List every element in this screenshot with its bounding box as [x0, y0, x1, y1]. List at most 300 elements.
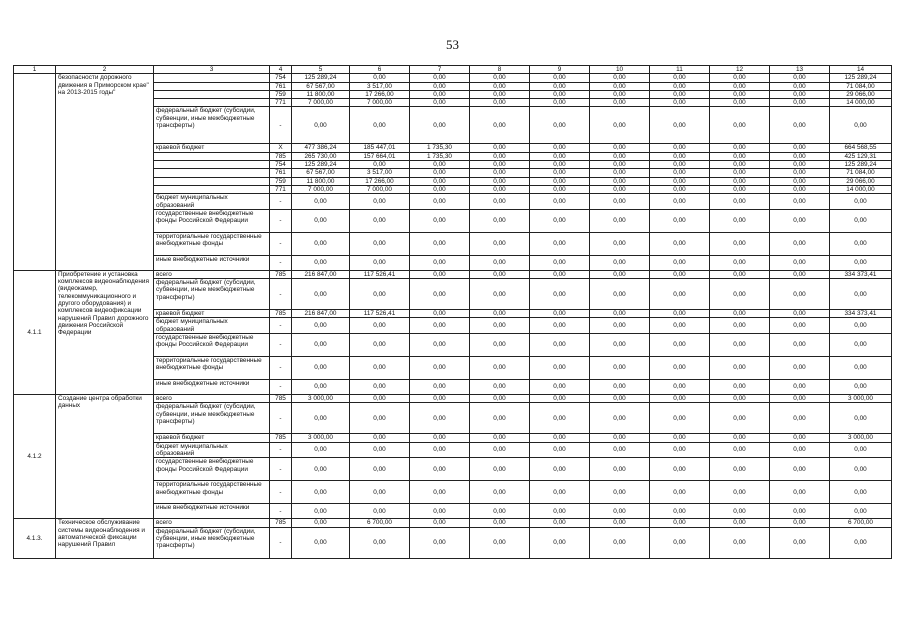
- amount-cell: 664 568,55: [830, 144, 892, 152]
- amount-cell: 0,00: [590, 481, 650, 504]
- amount-cell: 0,00: [710, 270, 770, 278]
- amount-cell: 0,00: [350, 334, 410, 357]
- amount-cell: 0,00: [350, 209, 410, 232]
- amount-cell: 0,00: [350, 527, 410, 558]
- amount-cell: 0,00: [710, 82, 770, 90]
- column-number: 14: [830, 66, 892, 74]
- amount-cell: 0,00: [650, 232, 710, 255]
- amount-cell: 125 289,24: [830, 74, 892, 82]
- amount-cell: 14 000,00: [830, 99, 892, 107]
- funding-source: [154, 74, 270, 82]
- amount-cell: 334 373,41: [830, 270, 892, 278]
- amount-cell: 0,00: [710, 255, 770, 270]
- amount-cell: 29 066,00: [830, 90, 892, 98]
- amount-cell: 0,00: [590, 458, 650, 481]
- amount-cell: 14 000,00: [830, 185, 892, 193]
- amount-cell: 1 735,30: [410, 152, 470, 160]
- amount-cell: 0,00: [350, 232, 410, 255]
- amount-cell: 0,00: [770, 527, 830, 558]
- column-number: 5: [292, 66, 350, 74]
- amount-cell: 0,00: [710, 395, 770, 403]
- amount-cell: 0,00: [770, 185, 830, 193]
- amount-cell: 0,00: [530, 107, 590, 144]
- amount-cell: 0,00: [292, 334, 350, 357]
- funding-source: иные внебюджетные источники: [154, 504, 270, 519]
- amount-cell: 6 700,00: [350, 519, 410, 527]
- amount-cell: 71 084,00: [830, 82, 892, 90]
- amount-cell: 6 700,00: [830, 519, 892, 527]
- amount-cell: 0,00: [650, 458, 710, 481]
- amount-cell: 0,00: [830, 318, 892, 334]
- amount-cell: 0,00: [770, 232, 830, 255]
- amount-cell: 0,00: [410, 270, 470, 278]
- budget-code: -: [270, 107, 292, 144]
- amount-cell: 0,00: [590, 169, 650, 177]
- amount-cell: 0,00: [530, 334, 590, 357]
- measure-code: 4.1.1: [14, 270, 56, 394]
- column-number: 13: [770, 66, 830, 74]
- amount-cell: 0,00: [410, 232, 470, 255]
- amount-cell: 0,00: [770, 107, 830, 144]
- amount-cell: 0,00: [470, 185, 530, 193]
- amount-cell: 0,00: [770, 169, 830, 177]
- amount-cell: 0,00: [530, 458, 590, 481]
- amount-cell: 0,00: [470, 209, 530, 232]
- amount-cell: 0,00: [770, 177, 830, 185]
- header-row: [14, 66, 892, 74]
- amount-cell: 0,00: [770, 270, 830, 278]
- amount-cell: 0,00: [470, 232, 530, 255]
- amount-cell: 0,00: [292, 527, 350, 558]
- amount-cell: 0,00: [350, 481, 410, 504]
- table-row: [14, 519, 892, 527]
- amount-cell: 0,00: [292, 279, 350, 310]
- amount-cell: 11 800,00: [292, 90, 350, 98]
- measure-description: Техническое обслуживание системы видеонаблюдения и автоматической фиксации нарушений Правил: [56, 519, 154, 558]
- measure-code: [14, 74, 56, 271]
- budget-code: -: [270, 527, 292, 558]
- column-number: 11: [650, 66, 710, 74]
- amount-cell: 0,00: [410, 90, 470, 98]
- funding-source: [154, 82, 270, 90]
- amount-cell: 0,00: [590, 334, 650, 357]
- amount-cell: 0,00: [410, 169, 470, 177]
- amount-cell: 0,00: [770, 279, 830, 310]
- amount-cell: 0,00: [590, 74, 650, 82]
- budget-code: -: [270, 357, 292, 380]
- measure-code: 4.1.3.: [14, 519, 56, 558]
- amount-cell: 0,00: [530, 185, 590, 193]
- amount-cell: 0,00: [710, 357, 770, 380]
- amount-cell: 0,00: [350, 74, 410, 82]
- amount-cell: 0,00: [410, 357, 470, 380]
- amount-cell: 0,00: [410, 403, 470, 434]
- amount-cell: 0,00: [590, 107, 650, 144]
- amount-cell: 0,00: [470, 161, 530, 169]
- budget-code: 785: [270, 310, 292, 318]
- amount-cell: 0,00: [590, 161, 650, 169]
- amount-cell: 0,00: [470, 144, 530, 152]
- column-number: 10: [590, 66, 650, 74]
- amount-cell: 0,00: [650, 185, 710, 193]
- amount-cell: 0,00: [410, 318, 470, 334]
- amount-cell: 7 000,00: [292, 185, 350, 193]
- amount-cell: 0,00: [710, 74, 770, 82]
- amount-cell: 0,00: [590, 318, 650, 334]
- amount-cell: 0,00: [530, 434, 590, 442]
- amount-cell: 157 664,01: [350, 152, 410, 160]
- amount-cell: 0,00: [470, 255, 530, 270]
- budget-code: 771: [270, 185, 292, 193]
- amount-cell: 0,00: [350, 442, 410, 458]
- amount-cell: 0,00: [770, 161, 830, 169]
- funding-source: федеральный бюджет (субсидии, субвенции, иные межбюджетные трансферты): [154, 279, 270, 310]
- amount-cell: 0,00: [530, 504, 590, 519]
- amount-cell: 0,00: [530, 270, 590, 278]
- amount-cell: 3 517,00: [350, 169, 410, 177]
- amount-cell: 3 000,00: [292, 434, 350, 442]
- budget-code: 761: [270, 169, 292, 177]
- amount-cell: 0,00: [470, 74, 530, 82]
- amount-cell: 0,00: [710, 458, 770, 481]
- amount-cell: 0,00: [590, 527, 650, 558]
- amount-cell: 0,00: [470, 442, 530, 458]
- amount-cell: 11 800,00: [292, 177, 350, 185]
- amount-cell: 3 000,00: [292, 395, 350, 403]
- amount-cell: 0,00: [350, 107, 410, 144]
- amount-cell: 0,00: [350, 357, 410, 380]
- amount-cell: 0,00: [470, 403, 530, 434]
- amount-cell: 425 129,31: [830, 152, 892, 160]
- amount-cell: 0,00: [650, 279, 710, 310]
- amount-cell: 0,00: [530, 194, 590, 210]
- funding-source: государственные внебюджетные фонды Российской Федерации: [154, 334, 270, 357]
- amount-cell: 0,00: [292, 209, 350, 232]
- funding-source: бюджет муниципальных образований: [154, 442, 270, 458]
- amount-cell: 0,00: [470, 194, 530, 210]
- amount-cell: 0,00: [710, 232, 770, 255]
- amount-cell: 0,00: [590, 442, 650, 458]
- amount-cell: 0,00: [530, 177, 590, 185]
- funding-source: государственные внебюджетные фонды Российской Федерации: [154, 458, 270, 481]
- budget-code: 785: [270, 434, 292, 442]
- amount-cell: 0,00: [770, 99, 830, 107]
- amount-cell: 0,00: [410, 310, 470, 318]
- amount-cell: 71 084,00: [830, 169, 892, 177]
- amount-cell: 0,00: [590, 380, 650, 395]
- budget-code: -: [270, 442, 292, 458]
- amount-cell: 0,00: [350, 403, 410, 434]
- budget-code: -: [270, 255, 292, 270]
- funding-source: бюджет муниципальных образований: [154, 318, 270, 334]
- budget-code: 759: [270, 177, 292, 185]
- budget-table: [13, 65, 892, 559]
- amount-cell: 0,00: [710, 107, 770, 144]
- funding-source: [154, 99, 270, 107]
- amount-cell: 0,00: [830, 527, 892, 558]
- amount-cell: 0,00: [650, 434, 710, 442]
- amount-cell: 0,00: [710, 194, 770, 210]
- amount-cell: 0,00: [292, 194, 350, 210]
- amount-cell: 0,00: [830, 403, 892, 434]
- amount-cell: 0,00: [410, 99, 470, 107]
- amount-cell: 0,00: [710, 403, 770, 434]
- amount-cell: 0,00: [650, 357, 710, 380]
- amount-cell: 0,00: [590, 310, 650, 318]
- amount-cell: 0,00: [830, 107, 892, 144]
- amount-cell: 0,00: [470, 99, 530, 107]
- funding-source: федеральный бюджет (субсидии, субвенции, иные межбюджетные трансферты): [154, 403, 270, 434]
- amount-cell: 0,00: [470, 270, 530, 278]
- amount-cell: 0,00: [650, 519, 710, 527]
- budget-code: 785: [270, 152, 292, 160]
- funding-source: [154, 185, 270, 193]
- amount-cell: 0,00: [770, 90, 830, 98]
- funding-source: краевой бюджет: [154, 310, 270, 318]
- budget-code: 785: [270, 519, 292, 527]
- amount-cell: 0,00: [350, 255, 410, 270]
- amount-cell: 0,00: [410, 194, 470, 210]
- column-number: 9: [530, 66, 590, 74]
- amount-cell: 0,00: [650, 82, 710, 90]
- amount-cell: 0,00: [830, 442, 892, 458]
- amount-cell: 0,00: [650, 74, 710, 82]
- amount-cell: 0,00: [830, 334, 892, 357]
- amount-cell: 334 373,41: [830, 310, 892, 318]
- amount-cell: 0,00: [590, 99, 650, 107]
- amount-cell: 265 730,00: [292, 152, 350, 160]
- amount-cell: 125 289,24: [830, 161, 892, 169]
- amount-cell: 0,00: [590, 209, 650, 232]
- amount-cell: 7 000,00: [292, 99, 350, 107]
- amount-cell: 0,00: [770, 504, 830, 519]
- amount-cell: 1 735,30: [410, 144, 470, 152]
- budget-code: 754: [270, 74, 292, 82]
- amount-cell: 0,00: [710, 442, 770, 458]
- amount-cell: 0,00: [770, 403, 830, 434]
- amount-cell: 0,00: [770, 310, 830, 318]
- amount-cell: 125 289,24: [292, 74, 350, 82]
- budget-code: -: [270, 380, 292, 395]
- amount-cell: 0,00: [410, 434, 470, 442]
- amount-cell: 0,00: [650, 152, 710, 160]
- amount-cell: 0,00: [830, 481, 892, 504]
- amount-cell: 0,00: [410, 334, 470, 357]
- amount-cell: 0,00: [650, 177, 710, 185]
- amount-cell: 0,00: [770, 318, 830, 334]
- amount-cell: 0,00: [530, 144, 590, 152]
- amount-cell: 0,00: [350, 434, 410, 442]
- amount-cell: 0,00: [292, 442, 350, 458]
- budget-code: -: [270, 481, 292, 504]
- column-number: 3: [154, 66, 270, 74]
- amount-cell: 0,00: [590, 232, 650, 255]
- amount-cell: 0,00: [590, 395, 650, 403]
- amount-cell: 0,00: [350, 194, 410, 210]
- budget-code: 785: [270, 395, 292, 403]
- amount-cell: 0,00: [590, 434, 650, 442]
- amount-cell: 0,00: [292, 357, 350, 380]
- amount-cell: 0,00: [770, 442, 830, 458]
- funding-source: краевой бюджет: [154, 434, 270, 442]
- funding-source: [154, 169, 270, 177]
- funding-source: территориальные государственные внебюджетные фонды: [154, 357, 270, 380]
- amount-cell: 216 847,00: [292, 310, 350, 318]
- budget-code: -: [270, 403, 292, 434]
- amount-cell: 0,00: [470, 107, 530, 144]
- budget-code: -: [270, 458, 292, 481]
- amount-cell: 0,00: [770, 357, 830, 380]
- amount-cell: 0,00: [350, 395, 410, 403]
- amount-cell: 0,00: [710, 318, 770, 334]
- amount-cell: 7 000,00: [350, 99, 410, 107]
- amount-cell: 0,00: [590, 185, 650, 193]
- amount-cell: 0,00: [292, 504, 350, 519]
- amount-cell: 0,00: [710, 144, 770, 152]
- amount-cell: 0,00: [410, 504, 470, 519]
- amount-cell: 67 567,00: [292, 169, 350, 177]
- funding-source: [154, 90, 270, 98]
- funding-source: [154, 152, 270, 160]
- amount-cell: 0,00: [470, 481, 530, 504]
- budget-code: -: [270, 279, 292, 310]
- amount-cell: 0,00: [292, 232, 350, 255]
- amount-cell: 0,00: [830, 194, 892, 210]
- amount-cell: 0,00: [410, 107, 470, 144]
- amount-cell: 0,00: [470, 90, 530, 98]
- budget-code: -: [270, 504, 292, 519]
- amount-cell: 0,00: [530, 232, 590, 255]
- amount-cell: 477 386,24: [292, 144, 350, 152]
- amount-cell: 117 526,41: [350, 270, 410, 278]
- amount-cell: 0,00: [590, 177, 650, 185]
- amount-cell: 0,00: [530, 403, 590, 434]
- amount-cell: 0,00: [530, 519, 590, 527]
- column-number: 12: [710, 66, 770, 74]
- amount-cell: 0,00: [470, 519, 530, 527]
- amount-cell: 0,00: [710, 380, 770, 395]
- amount-cell: 0,00: [770, 395, 830, 403]
- amount-cell: 0,00: [650, 99, 710, 107]
- amount-cell: 185 447,01: [350, 144, 410, 152]
- amount-cell: 0,00: [710, 504, 770, 519]
- amount-cell: 0,00: [650, 318, 710, 334]
- amount-cell: 0,00: [710, 434, 770, 442]
- amount-cell: 0,00: [410, 458, 470, 481]
- amount-cell: 0,00: [590, 255, 650, 270]
- funding-source: территориальные государственные внебюджетные фонды: [154, 232, 270, 255]
- amount-cell: 0,00: [830, 279, 892, 310]
- amount-cell: 0,00: [470, 434, 530, 442]
- amount-cell: 0,00: [710, 310, 770, 318]
- amount-cell: 0,00: [530, 527, 590, 558]
- column-number: 8: [470, 66, 530, 74]
- table-row: [14, 270, 892, 278]
- amount-cell: 0,00: [710, 527, 770, 558]
- amount-cell: 17 266,00: [350, 90, 410, 98]
- amount-cell: 0,00: [770, 144, 830, 152]
- funding-source: [154, 161, 270, 169]
- amount-cell: 0,00: [650, 270, 710, 278]
- amount-cell: 0,00: [470, 380, 530, 395]
- amount-cell: 0,00: [470, 357, 530, 380]
- amount-cell: 0,00: [650, 194, 710, 210]
- amount-cell: 0,00: [350, 318, 410, 334]
- amount-cell: 0,00: [292, 403, 350, 434]
- amount-cell: 0,00: [292, 255, 350, 270]
- amount-cell: 0,00: [470, 395, 530, 403]
- amount-cell: 0,00: [530, 90, 590, 98]
- page-number: 53: [446, 37, 459, 52]
- amount-cell: 0,00: [410, 395, 470, 403]
- budget-code: 761: [270, 82, 292, 90]
- amount-cell: 0,00: [530, 357, 590, 380]
- amount-cell: 0,00: [470, 279, 530, 310]
- amount-cell: 0,00: [530, 99, 590, 107]
- funding-source: иные внебюджетные источники: [154, 255, 270, 270]
- amount-cell: 0,00: [830, 232, 892, 255]
- amount-cell: 0,00: [410, 279, 470, 310]
- amount-cell: 0,00: [770, 152, 830, 160]
- amount-cell: 0,00: [770, 209, 830, 232]
- amount-cell: 0,00: [770, 519, 830, 527]
- measure-description: Приобретение и установка комплексов видеонаблюдения (видеокамер, телекоммуникационного и другого оборудования) и комплексов видеофиксации нарушений Правил дорожного движения Российской Федерации: [56, 270, 154, 394]
- amount-cell: 0,00: [770, 334, 830, 357]
- funding-source: государственные внебюджетные фонды Российской Федерации: [154, 209, 270, 232]
- amount-cell: 0,00: [530, 255, 590, 270]
- budget-code: 754: [270, 161, 292, 169]
- amount-cell: 0,00: [650, 527, 710, 558]
- amount-cell: 0,00: [292, 481, 350, 504]
- amount-cell: 0,00: [830, 458, 892, 481]
- amount-cell: 0,00: [410, 177, 470, 185]
- amount-cell: 0,00: [650, 442, 710, 458]
- column-number: 1: [14, 66, 56, 74]
- amount-cell: 0,00: [650, 380, 710, 395]
- amount-cell: 0,00: [292, 380, 350, 395]
- budget-code: 785: [270, 270, 292, 278]
- amount-cell: 0,00: [650, 90, 710, 98]
- amount-cell: 0,00: [530, 82, 590, 90]
- amount-cell: 0,00: [710, 185, 770, 193]
- measure-code: 4.1.2: [14, 395, 56, 519]
- amount-cell: 0,00: [650, 310, 710, 318]
- amount-cell: 0,00: [470, 177, 530, 185]
- amount-cell: 0,00: [590, 144, 650, 152]
- amount-cell: 0,00: [530, 318, 590, 334]
- amount-cell: 0,00: [292, 519, 350, 527]
- column-number: 6: [350, 66, 410, 74]
- budget-code: -: [270, 194, 292, 210]
- funding-source: федеральный бюджет (субсидии, субвенции, иные межбюджетные трансферты): [154, 527, 270, 558]
- amount-cell: 0,00: [710, 279, 770, 310]
- amount-cell: 0,00: [650, 209, 710, 232]
- amount-cell: 3 000,00: [830, 434, 892, 442]
- amount-cell: 0,00: [830, 380, 892, 395]
- amount-cell: 0,00: [650, 161, 710, 169]
- funding-source: всего: [154, 395, 270, 403]
- amount-cell: 7 000,00: [350, 185, 410, 193]
- amount-cell: 0,00: [350, 504, 410, 519]
- amount-cell: 0,00: [410, 380, 470, 395]
- amount-cell: 0,00: [410, 255, 470, 270]
- amount-cell: 0,00: [530, 279, 590, 310]
- amount-cell: 0,00: [590, 403, 650, 434]
- amount-cell: 0,00: [530, 169, 590, 177]
- column-number: 4: [270, 66, 292, 74]
- amount-cell: 0,00: [410, 519, 470, 527]
- budget-code: -: [270, 209, 292, 232]
